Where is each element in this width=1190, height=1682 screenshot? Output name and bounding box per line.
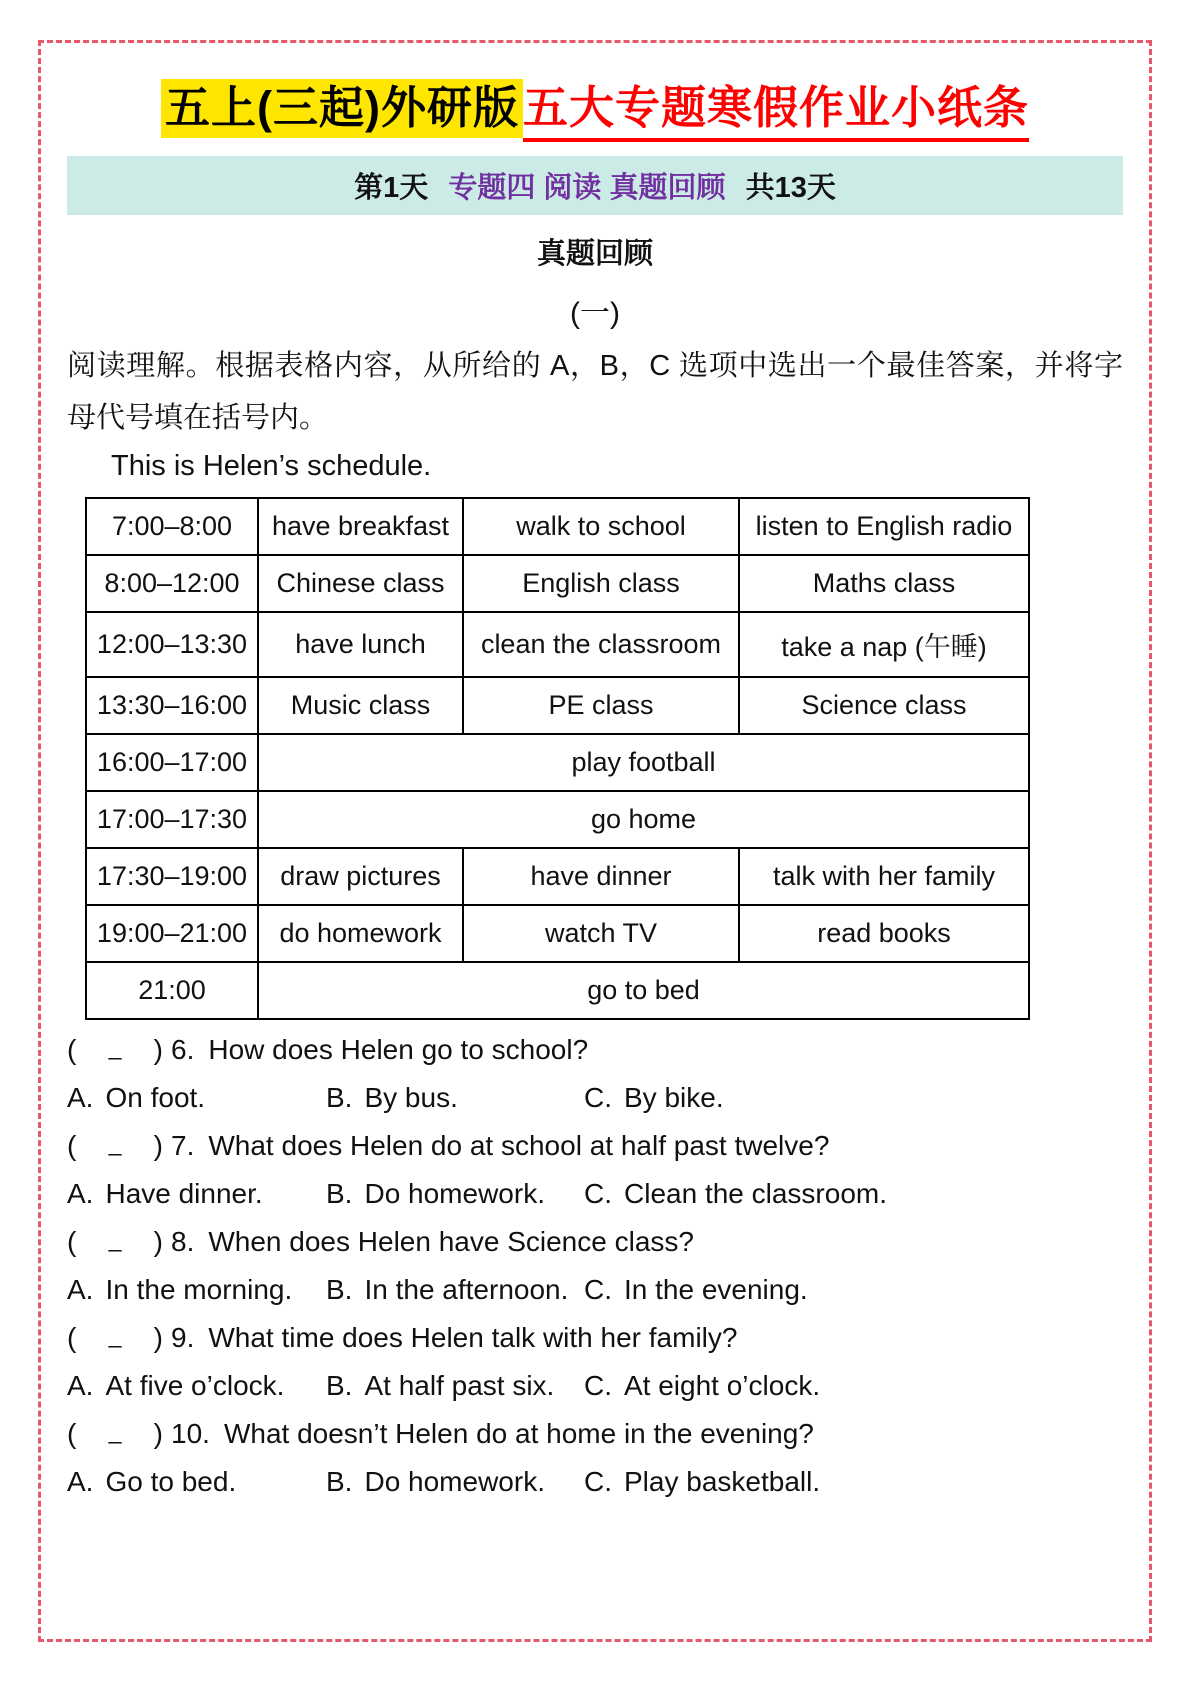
time-cell: 8:00–12:00	[86, 555, 258, 612]
blank-mark: _	[108, 1226, 122, 1252]
worksheet-page	[38, 40, 1152, 1642]
option-text: On foot.	[105, 1082, 206, 1113]
table-row	[86, 612, 1029, 677]
option-c	[584, 1274, 1123, 1306]
activity-cell: have lunch	[258, 612, 463, 677]
activity-cell: Science class	[739, 677, 1029, 734]
answer-blank	[67, 1226, 163, 1258]
paren-open: (	[67, 1130, 77, 1161]
option-text: Have dinner.	[105, 1178, 263, 1209]
merged-activity-cell: go to bed	[258, 962, 1029, 1019]
instructions-text: 阅读理解。根据表格内容，从所给的 A，B，C 选项中选出一个最佳答案，并将字母代号填在括号内。	[67, 350, 1123, 434]
option-text: In the evening.	[624, 1274, 808, 1305]
activity-cell: draw pictures	[258, 848, 463, 905]
activity-cell: PE class	[463, 677, 739, 734]
option-text: Do homework.	[364, 1178, 545, 1209]
option-text: Play basketball.	[624, 1466, 821, 1497]
activity-cell: English class	[463, 555, 739, 612]
section-index: (一)	[570, 297, 620, 330]
option-label: A.	[67, 1274, 94, 1305]
activity-cell: read books	[739, 905, 1029, 962]
questions-section	[67, 1034, 1123, 1502]
question-number: 10.	[171, 1418, 210, 1449]
question-options	[67, 1178, 1123, 1214]
paren-close: )	[153, 1226, 163, 1257]
option-label: B.	[326, 1082, 353, 1113]
option-label: B.	[326, 1370, 353, 1401]
option-c	[584, 1178, 1123, 1210]
paren-close: )	[153, 1322, 163, 1353]
paren-open: (	[67, 1418, 77, 1449]
blank-mark: _	[108, 1034, 122, 1060]
question-line	[67, 1034, 1123, 1070]
blank-mark: _	[108, 1130, 122, 1156]
paren-close: )	[153, 1034, 163, 1065]
banner-day: 第1天	[354, 172, 429, 204]
paren-open: (	[67, 1322, 77, 1353]
activity-cell: do homework	[258, 905, 463, 962]
option-label: A.	[67, 1370, 94, 1401]
option-text: Go to bed.	[105, 1466, 237, 1497]
time-cell: 17:00–17:30	[86, 791, 258, 848]
option-b	[326, 1466, 584, 1498]
title-red-part: 五大专题寒假作业小纸条	[523, 82, 1029, 142]
answer-blank	[67, 1130, 163, 1162]
option-label: B.	[326, 1466, 353, 1497]
table-row	[86, 905, 1029, 962]
option-text: By bus.	[364, 1082, 458, 1113]
question-options	[67, 1466, 1123, 1502]
option-a	[67, 1466, 326, 1498]
option-label: A.	[67, 1178, 94, 1209]
option-label: B.	[326, 1178, 353, 1209]
option-text: At five o’clock.	[105, 1370, 285, 1401]
option-a	[67, 1370, 326, 1402]
table-row	[86, 498, 1029, 555]
table-row	[86, 555, 1029, 612]
time-cell: 7:00–8:00	[86, 498, 258, 555]
option-text: Clean the classroom.	[624, 1178, 888, 1209]
title-highlighted-part: 五上(三起)外研版	[161, 79, 523, 138]
activity-cell: have dinner	[463, 848, 739, 905]
question-text: How does Helen go to school?	[208, 1034, 589, 1065]
section-title: 真题回顾	[536, 238, 653, 270]
option-text: At half past six.	[364, 1370, 555, 1401]
question-line	[67, 1130, 1123, 1166]
banner-topic: 专题四 阅读 真题回顾	[448, 172, 726, 204]
option-text: At eight o’clock.	[624, 1370, 821, 1401]
activity-cell: clean the classroom	[463, 612, 739, 677]
schedule-table	[85, 497, 1030, 1020]
option-label: C.	[584, 1082, 612, 1113]
schedule-lead-in: This is Helen’s schedule.	[111, 450, 432, 482]
time-cell: 21:00	[86, 962, 258, 1019]
merged-activity-cell: play football	[258, 734, 1029, 791]
paren-close: )	[153, 1130, 163, 1161]
blank-mark: _	[108, 1418, 122, 1444]
option-label: B.	[326, 1274, 353, 1305]
option-c	[584, 1466, 1123, 1498]
question-number: 8.	[171, 1226, 195, 1257]
activity-cell: watch TV	[463, 905, 739, 962]
table-row	[86, 791, 1029, 848]
option-label: C.	[584, 1178, 612, 1209]
banner-total-days: 共13天	[745, 172, 836, 204]
option-label: C.	[584, 1466, 612, 1497]
option-b	[326, 1274, 584, 1306]
option-b	[326, 1082, 584, 1114]
option-a	[67, 1082, 326, 1114]
activity-cell: take a nap (午睡)	[739, 612, 1029, 677]
time-cell: 12:00–13:30	[86, 612, 258, 677]
option-b	[326, 1370, 584, 1402]
day-banner	[67, 156, 1123, 215]
activity-cell: walk to school	[463, 498, 739, 555]
option-label: A.	[67, 1082, 94, 1113]
activity-cell: Maths class	[739, 555, 1029, 612]
option-label: A.	[67, 1466, 94, 1497]
table-row	[86, 848, 1029, 905]
question-line	[67, 1226, 1123, 1262]
question-options	[67, 1274, 1123, 1310]
activity-cell: listen to English radio	[739, 498, 1029, 555]
option-c	[584, 1370, 1123, 1402]
activity-cell: Music class	[258, 677, 463, 734]
option-text: Do homework.	[364, 1466, 545, 1497]
question-number: 9.	[171, 1322, 195, 1353]
activity-cell: have breakfast	[258, 498, 463, 555]
question-text: What doesn’t Helen do at home in the evening?	[223, 1418, 814, 1449]
question-options	[67, 1370, 1123, 1406]
option-text: By bike.	[624, 1082, 724, 1113]
question-options	[67, 1082, 1123, 1118]
paren-close: )	[153, 1418, 163, 1449]
question-text: What time does Helen talk with her family?	[208, 1322, 738, 1353]
question-number: 7.	[171, 1130, 195, 1161]
answer-blank	[67, 1034, 163, 1066]
option-text: In the morning.	[105, 1274, 293, 1305]
question-number: 6.	[171, 1034, 195, 1065]
question-line	[67, 1418, 1123, 1454]
time-cell: 13:30–16:00	[86, 677, 258, 734]
time-cell: 19:00–21:00	[86, 905, 258, 962]
blank-mark: _	[108, 1322, 122, 1348]
answer-blank	[67, 1322, 163, 1354]
paren-open: (	[67, 1034, 77, 1065]
option-b	[326, 1178, 584, 1210]
activity-cell: talk with her family	[739, 848, 1029, 905]
question-line	[67, 1322, 1123, 1358]
question-text: What does Helen do at school at half past twelve?	[208, 1130, 830, 1161]
table-row	[86, 677, 1029, 734]
option-label: C.	[584, 1370, 612, 1401]
paren-open: (	[67, 1226, 77, 1257]
question-text: When does Helen have Science class?	[208, 1226, 694, 1257]
time-cell: 16:00–17:00	[86, 734, 258, 791]
option-a	[67, 1274, 326, 1306]
table-row	[86, 962, 1029, 1019]
page-title	[67, 71, 1123, 136]
option-c	[584, 1082, 1123, 1114]
answer-blank	[67, 1418, 163, 1450]
merged-activity-cell: go home	[258, 791, 1029, 848]
time-cell: 17:30–19:00	[86, 848, 258, 905]
option-label: C.	[584, 1274, 612, 1305]
activity-cell: Chinese class	[258, 555, 463, 612]
option-a	[67, 1178, 326, 1210]
table-row	[86, 734, 1029, 791]
option-text: In the afternoon.	[364, 1274, 569, 1305]
